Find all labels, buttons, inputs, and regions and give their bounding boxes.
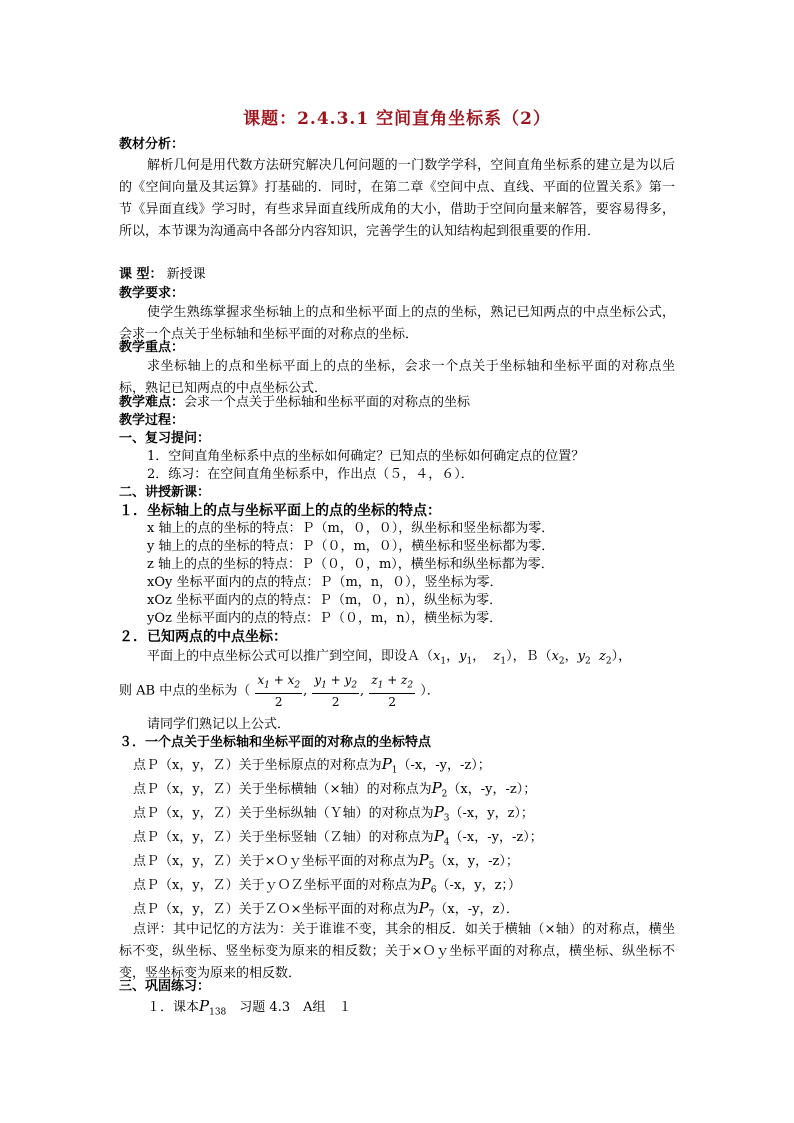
midpoint-intro: 平面上的中点坐标公式可以推广到空间，即设$A(x_1$，$y_1$， $z_1$），$B(x_2$，$y_2$ $z_2$），	[147, 649, 632, 667]
key-points-heading: 教学重点：	[119, 340, 185, 355]
symmetry-coord: （x，-y，z）．	[434, 902, 519, 917]
symmetry-line: 点Ｐ（x，y，Ｚ）关于×Ｏｙ坐标平面的对称点为$P_5(x$，y，-z）；	[133, 851, 519, 872]
review-item: 2．练习：在空间直角坐标系中，作出点（５，４，６）．	[147, 467, 474, 482]
key-points-body: 求坐标轴上的点和坐标平面上的点的坐标，会求一个点关于坐标轴和坐标平面的对称点坐标，熟记已知两点的中点坐标公式．	[119, 359, 675, 396]
requirements-body: 使学生熟练掌握求坐标轴上的点和坐标平面上的点的坐标，熟记已知两点的中点坐标公式，会求一个点关于坐标轴和坐标平面的对称点的坐标．	[119, 305, 675, 342]
symmetry-line: 点Ｐ（x，y，Ｚ）关于坐标纵轴（Ｙ轴）的对称点为$P_3(-x$，y，z）；	[133, 803, 534, 824]
practice-item-prefix: １．课本	[147, 1000, 200, 1015]
feature-line: xOy 坐标平面内的点的特点：Ｐ（m，n，０），竖坐标为零．	[147, 575, 503, 590]
symmetry-line: 点Ｐ（x，y，Ｚ）关于ｙＯＺ坐标平面的对称点为$P_6(-x$，y，z；）	[133, 875, 521, 896]
analysis-body: 解析几何是用代数方法研究解决几何问题的一门数学学科，空间直角坐标系的建立是为以后的《空间向量及其运算》打基础的．同时，在第二章《空间中点、直线、平面的位置关系》第一节《异面直线》学习时，有些求异面直线所成角的大小，借助于空间向量来解答，要容易得多，所以，本节课为沟通高中各部分内容知识，完善学生的认知结构起到很重要的作用．	[119, 158, 675, 239]
review-heading: 一、复习提问：	[119, 431, 211, 446]
lesson-title: 课题：2.4.3.1 空间直角坐标系（2）	[243, 109, 551, 129]
symmetry-text: 点Ｐ（x，y，Ｚ）关于坐标竖轴（Ｚ轴）的对称点为	[133, 830, 434, 845]
symmetry-index: 4	[443, 837, 450, 848]
symmetry-index: 3	[443, 813, 450, 824]
midpoint-formula: 则 AB 中点的坐标为（ $\frac{x_1 + x_2}{2}$ , $\frac{y_1 + y_2}{2}$ , $\frac{z_1 + z_2}{2}$ ）．	[119, 673, 440, 710]
difficulty	[119, 394, 470, 412]
lesson-type-label: 课 型：	[119, 267, 163, 282]
review-item: 1．空间直角坐标系中点的坐标如何确定？已知点的坐标如何确定点的位置？	[147, 449, 585, 464]
lesson-type-value: 新授课	[166, 267, 206, 282]
fraction-y: $\frac{y_1 + y_2}{2}$	[314, 673, 358, 710]
symmetry-coord: （-x，-y，-z）；	[397, 758, 491, 773]
symmetry-coord: （-x，y，z；）	[436, 878, 521, 893]
symmetry-line: 点Ｐ（x，y，Ｚ）关于坐标横轴（×轴）的对称点为$P_2(x$，-y，-z）；	[133, 779, 537, 800]
midpoint-formula-prefix: 则 AB 中点的坐标为（	[119, 683, 251, 699]
symmetry-index: 5	[428, 861, 435, 872]
symmetry-line: 点Ｐ（x，y，Ｚ）关于坐标竖轴（Ｚ轴）的对称点为$P_4(-x$，-y，-z）；	[133, 827, 543, 848]
process-heading: 教学过程：	[119, 413, 185, 428]
feature-line: yOz 坐标平面内的点的特点：Ｐ（０，m，n），横坐标为零．	[147, 611, 503, 626]
symmetry-coord: （x，y，-z）；	[434, 854, 519, 869]
symmetry-text: 点Ｐ（x，y，Ｚ）关于坐标横轴（×轴）的对称点为	[133, 782, 432, 797]
symmetry-index: 1	[391, 765, 398, 776]
symmetry-coord: （x，-y，-z）；	[447, 782, 537, 797]
symmetry-index: 7	[428, 909, 435, 920]
symmetry-coord: （-x，y，z）；	[449, 806, 534, 821]
section-1-heading: １．坐标轴上的点与坐标平面上的点的坐标的特点：	[119, 503, 441, 519]
lesson-type	[119, 266, 206, 284]
symmetry-coord: （-x，-y，-z）；	[449, 830, 543, 845]
feature-line: y 轴上的点的坐标的特点：Ｐ（０，m，０），横坐标和竖坐标都为零．	[147, 539, 555, 554]
symmetry-line: 点Ｐ（x，y，Ｚ）关于坐标原点的对称点为$P_1(-x$，-y，-z）；	[133, 755, 491, 776]
feature-line: x 轴上的点的坐标的特点：Ｐ（m，０，０），纵坐标和竖坐标都为零．	[147, 521, 555, 536]
symmetry-text: 点Ｐ（x，y，Ｚ）关于坐标纵轴（Ｙ轴）的对称点为	[133, 806, 434, 821]
requirements-heading: 教学要求：	[119, 286, 185, 301]
midpoint-intro-text: 平面上的中点坐标公式可以推广到空间，即设Ａ（	[147, 649, 434, 664]
symmetry-text: 点Ｐ（x，y，Ｚ）关于ｙＯＺ坐标平面的对称点为	[133, 878, 421, 893]
difficulty-body: 会求一个点关于坐标轴和坐标平面的对称点的坐标	[184, 395, 471, 410]
symmetry-text: 点Ｐ（x，y，Ｚ）关于×Ｏｙ坐标平面的对称点为	[133, 854, 419, 869]
analysis-heading: 教材分析：	[119, 137, 185, 152]
section-3-heading: ３．一个点关于坐标轴和坐标平面的对称点的坐标特点	[119, 735, 432, 750]
symmetry-index: 6	[430, 885, 437, 896]
practice-item-suffix: 习题 4.3 A组 １	[226, 1000, 352, 1015]
feature-line: xOz 坐标平面内的点的特点：Ｐ（m，０，n），纵坐标为零．	[147, 593, 503, 608]
difficulty-heading: 教学难点：	[119, 395, 185, 410]
section-2-heading: ２．已知两点的中点坐标：	[119, 629, 287, 645]
symmetry-text: 点Ｐ（x，y，Ｚ）关于坐标原点的对称点为	[133, 758, 382, 773]
new-lesson-heading: 二、讲授新课：	[119, 485, 211, 500]
comment-paragraph: 点评：其中记忆的方法为：关于谁谁不变，其余的相反．如关于横轴（×轴）的对称点，横坐标不变，纵坐标、竖坐标变为原来的相反数；关于×Ｏｙ坐标平面的对称点，横坐标、纵坐标不变，竖坐标变为原来的相反数．	[119, 922, 675, 981]
practice-item: １．课本$P_{138}$ 习题 4.3 A组 １	[147, 997, 352, 1018]
fraction-x: $\frac{x_1 + x_2}{2}$	[257, 673, 301, 710]
symmetry-text: 点Ｐ（x，y，Ｚ）关于ＺＯ×坐标平面的对称点为	[133, 902, 419, 917]
remember-note: 请同学们熟记以上公式．	[147, 717, 291, 732]
practice-heading: 三、巩固练习：	[119, 979, 211, 994]
midpoint-formula-suffix: ）．	[420, 683, 440, 699]
feature-line: z 轴上的点的坐标的特点：Ｐ（０，０，m），横坐标和纵坐标都为零．	[147, 557, 554, 572]
fraction-z: $\frac{z_1 + z_2}{2}$	[371, 673, 414, 710]
symmetry-index: 2	[441, 789, 448, 800]
symmetry-line: 点Ｐ（x，y，Ｚ）关于ＺＯ×坐标平面的对称点为$P_7(x$，-y，z）．	[133, 899, 519, 920]
practice-item-page: 138	[209, 1007, 227, 1018]
